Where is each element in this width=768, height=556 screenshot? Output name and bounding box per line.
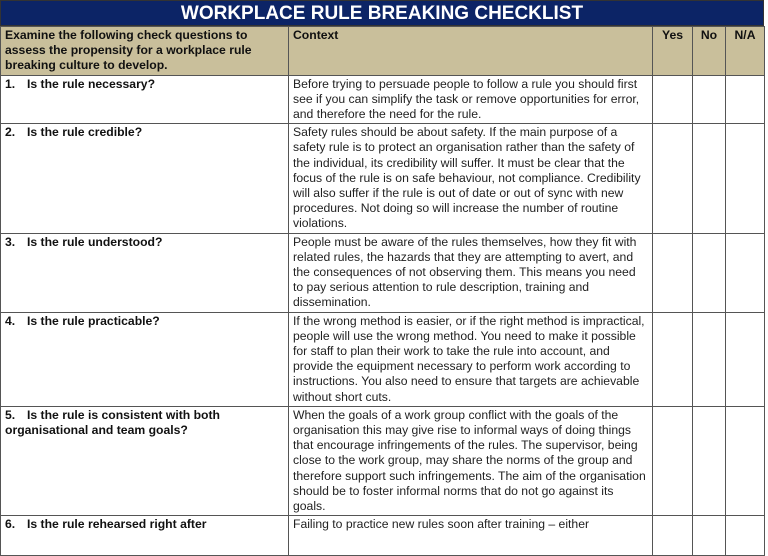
table-row	[1, 124, 765, 233]
yes-checkbox-cell[interactable]	[653, 124, 693, 233]
checklist-table	[0, 26, 765, 556]
context-header: Context	[289, 27, 653, 76]
question-text: Is the rule rehearsed right after	[27, 517, 207, 532]
na-checkbox-cell[interactable]	[726, 516, 765, 556]
no-checkbox-cell[interactable]	[693, 516, 726, 556]
question-cell	[1, 233, 289, 312]
question-cell	[1, 516, 289, 556]
question-number: 4.	[5, 313, 16, 328]
table-row	[1, 312, 765, 406]
question-cell	[1, 312, 289, 406]
na-checkbox-cell[interactable]	[726, 233, 765, 312]
context-cell: Before trying to persuade people to follow a rule you should first see if you can simplify the task or remove opportunities for error, and therefore the need for the rule.	[289, 75, 653, 124]
yes-checkbox-cell[interactable]	[653, 75, 693, 124]
question-cell	[1, 75, 289, 124]
na-header: N/A	[726, 27, 765, 76]
question-cell	[1, 124, 289, 233]
question-number: 2.	[5, 125, 16, 140]
question-text: Is the rule credible?	[27, 125, 143, 140]
question-number: 6.	[5, 517, 16, 532]
context-cell: When the goals of a work group conflict with the goals of the organisation this may give rise to informal ways of doing things that encourage infringements of the rules. The supervisor, being close to the work group, may share the norms of the group and therefore support such infringements. The aim of the organisation should be to foster informal norms that do not go against its goals.	[289, 406, 653, 515]
context-cell: Failing to practice new rules soon after training – either	[289, 516, 653, 556]
context-cell: Safety rules should be about safety. If the main purpose of a safety rule is to protect an organisation rather than the safety of the individual, its credibility will suffer. It must be clear that the focus of the rule is on safe behaviour, not compliance. Credibility will also suffer if the rule is out of date or out of sync with new procedures. Not doing so will increase the number of routine violations.	[289, 124, 653, 233]
no-checkbox-cell[interactable]	[693, 406, 726, 515]
no-checkbox-cell[interactable]	[693, 75, 726, 124]
question-text: Is the rule understood?	[27, 234, 163, 249]
question-text: Is the rule is consistent with both organisational and team goals?	[5, 407, 220, 438]
question-header: Examine the following check questions to assess the propensity for a workplace rule breaking culture to develop.	[1, 27, 289, 76]
context-cell: People must be aware of the rules themselves, how they fit with related rules, the hazards that they are attempting to avert, and the consequences of not observing them. This means you need to pay serious attention to rule description, training and dissemination.	[289, 233, 653, 312]
na-checkbox-cell[interactable]	[726, 75, 765, 124]
na-checkbox-cell[interactable]	[726, 406, 765, 515]
table-row	[1, 233, 765, 312]
no-header: No	[693, 27, 726, 76]
table-row	[1, 516, 765, 556]
question-cell	[1, 406, 289, 515]
header-row	[1, 27, 765, 76]
na-checkbox-cell[interactable]	[726, 312, 765, 406]
na-checkbox-cell[interactable]	[726, 124, 765, 233]
yes-header: Yes	[653, 27, 693, 76]
yes-checkbox-cell[interactable]	[653, 233, 693, 312]
page-title: WORKPLACE RULE BREAKING CHECKLIST	[0, 0, 764, 26]
question-number: 1.	[5, 76, 16, 91]
yes-checkbox-cell[interactable]	[653, 406, 693, 515]
table-row	[1, 406, 765, 515]
no-checkbox-cell[interactable]	[693, 233, 726, 312]
table-row	[1, 75, 765, 124]
question-text: Is the rule necessary?	[27, 76, 156, 91]
question-number: 3.	[5, 234, 16, 249]
no-checkbox-cell[interactable]	[693, 124, 726, 233]
question-text: Is the rule practicable?	[27, 313, 160, 328]
yes-checkbox-cell[interactable]	[653, 516, 693, 556]
yes-checkbox-cell[interactable]	[653, 312, 693, 406]
question-number: 5.	[5, 407, 16, 422]
no-checkbox-cell[interactable]	[693, 312, 726, 406]
context-cell: If the wrong method is easier, or if the right method is impractical, people will use the wrong method. You need to make it possible for staff to plan their work to take the rule into account, and provide the equipment necessary to perform work according to instructions. You also need to ensure that targets are achievable without short cuts.	[289, 312, 653, 406]
